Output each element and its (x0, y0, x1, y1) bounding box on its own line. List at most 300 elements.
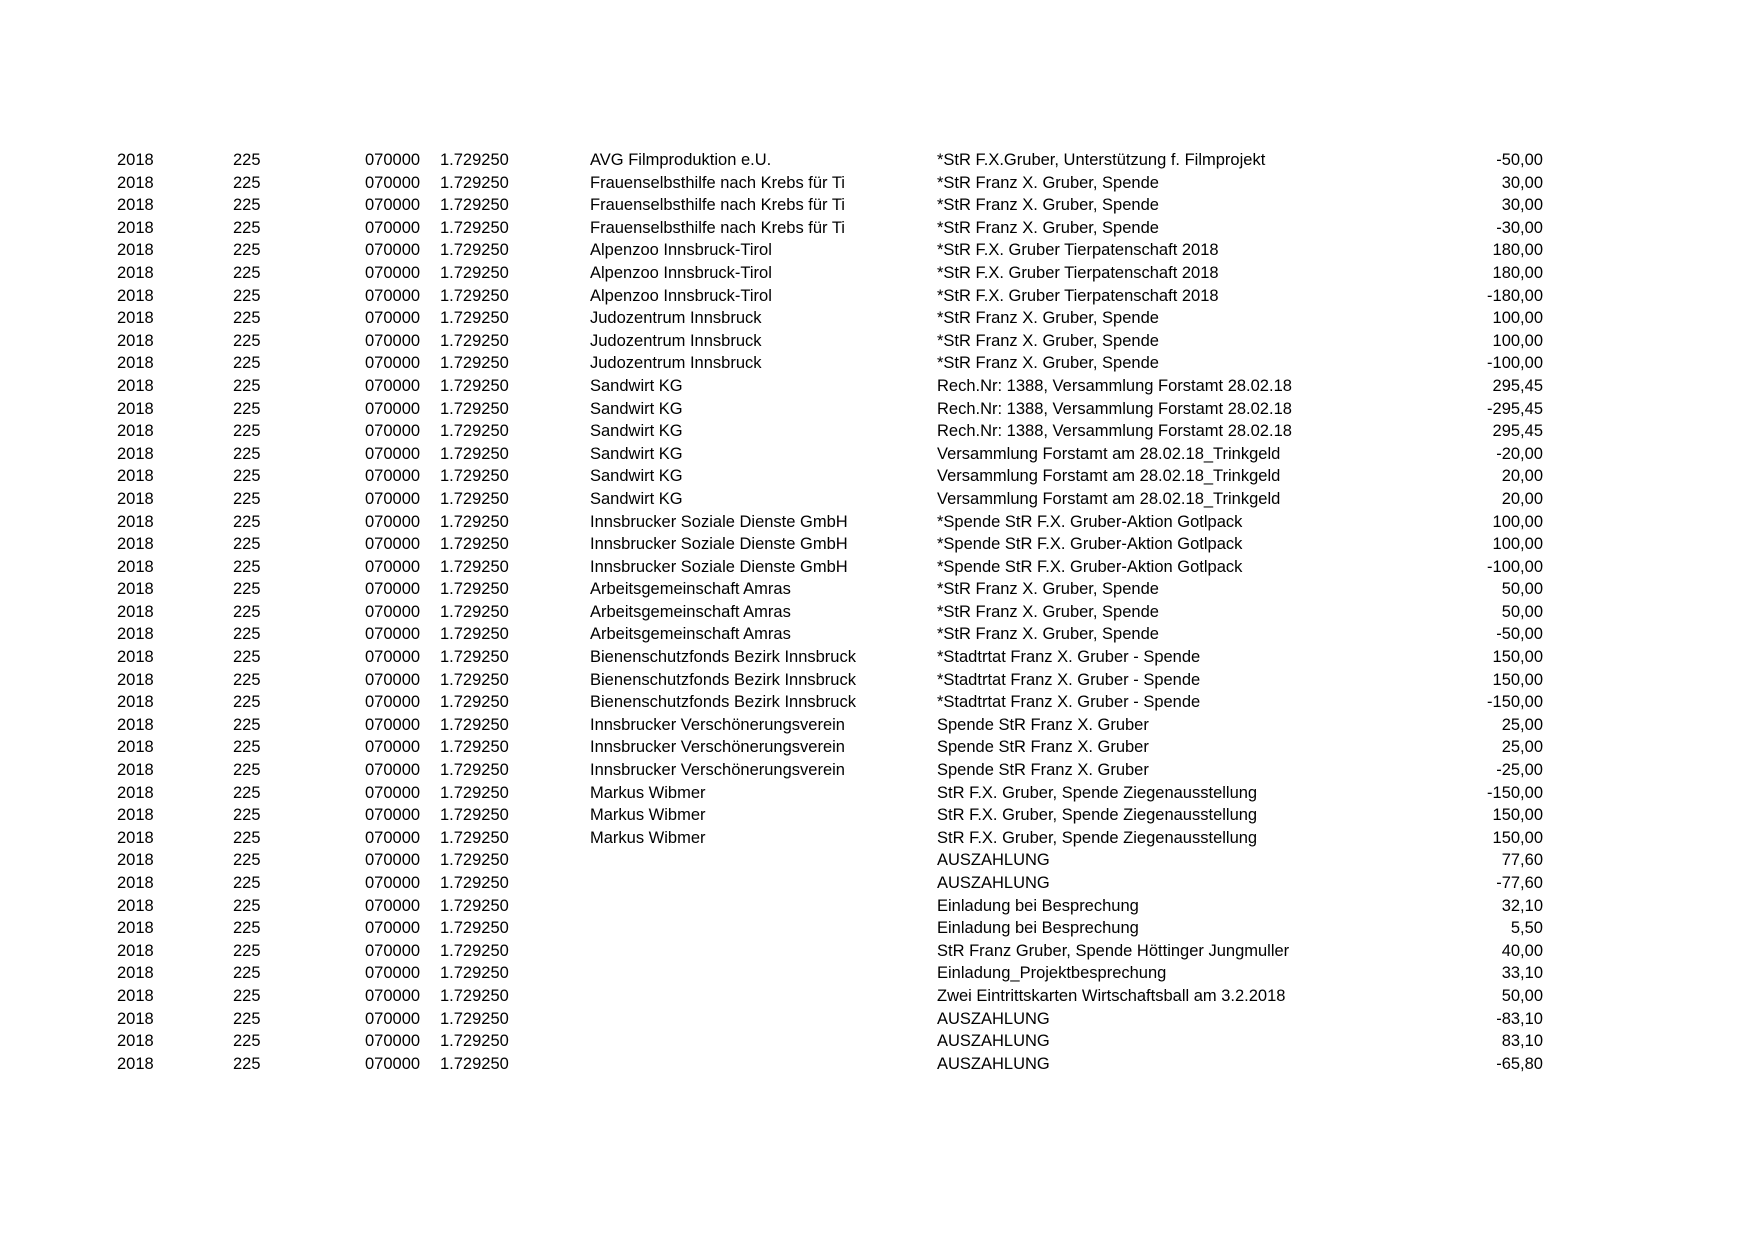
booking-text-cell: *Stadtrtat Franz X. Gruber - Spende (937, 648, 1201, 667)
code-cell: 225 (233, 535, 261, 554)
year-cell: 2018 (117, 512, 154, 531)
code-cell: 225 (233, 512, 261, 531)
code-cell: 225 (233, 151, 261, 169)
number-cell: 1.729250 (440, 286, 509, 305)
table-row (0, 1053, 1754, 1076)
amount-cell: -150,00 (1487, 693, 1543, 712)
recipient-cell: Bienenschutzfonds Bezirk Innsbruck (590, 648, 856, 667)
table-row (0, 646, 1754, 669)
amount-cell: 100,00 (1492, 535, 1543, 554)
table-row (0, 172, 1754, 195)
account-cell: 070000 (365, 263, 421, 282)
code-cell: 225 (233, 693, 261, 712)
number-cell: 1.729250 (440, 896, 509, 915)
recipient-cell: Frauenselbsthilfe nach Krebs für Ti (590, 218, 845, 237)
table-row (0, 194, 1754, 217)
account-cell: 070000 (365, 354, 421, 373)
recipient-cell: Frauenselbsthilfe nach Krebs für Ti (590, 196, 845, 215)
amount-cell: 25,00 (1501, 715, 1543, 734)
year-cell: 2018 (117, 331, 154, 350)
amount-cell: -20,00 (1496, 444, 1543, 463)
number-cell: 1.729250 (440, 941, 509, 960)
amount-cell: -30,00 (1496, 218, 1543, 237)
account-cell: 070000 (365, 173, 421, 192)
amount-cell: 100,00 (1492, 331, 1543, 350)
booking-text-cell: AUSZAHLUNG (937, 874, 1050, 892)
amount-cell: -50,00 (1496, 151, 1543, 169)
account-cell: 070000 (365, 196, 421, 215)
year-cell: 2018 (117, 444, 154, 463)
account-cell: 070000 (365, 535, 421, 554)
code-cell: 225 (233, 1054, 261, 1073)
amount-cell: 50,00 (1501, 602, 1543, 621)
recipient-cell: Alpenzoo Innsbruck-Tirol (590, 286, 772, 305)
year-cell: 2018 (117, 218, 154, 237)
table-row (0, 962, 1754, 985)
code-cell: 225 (233, 761, 261, 780)
recipient-cell: Arbeitsgemeinschaft Amras (590, 580, 791, 599)
amount-cell: 150,00 (1492, 806, 1543, 825)
number-cell: 1.729250 (440, 557, 509, 576)
year-cell: 2018 (117, 761, 154, 780)
year-cell: 2018 (117, 1009, 154, 1028)
year-cell: 2018 (117, 941, 154, 960)
amount-cell: -180,00 (1487, 286, 1543, 305)
amount-cell: -150,00 (1487, 783, 1543, 802)
booking-text-cell: *Stadtrtat Franz X. Gruber - Spende (937, 670, 1201, 689)
booking-text-cell: Rech.Nr: 1388, Versammlung Forstamt 28.02.18 (937, 422, 1292, 441)
code-cell: 225 (233, 602, 261, 621)
account-cell: 070000 (365, 919, 421, 938)
booking-text-cell: AUSZAHLUNG (937, 1009, 1050, 1028)
booking-text-cell: Zwei Eintrittskarten Wirtschaftsball am 3.2.2018 (937, 986, 1286, 1005)
code-cell: 225 (233, 241, 261, 260)
amount-cell: -83,10 (1496, 1009, 1543, 1028)
year-cell: 2018 (117, 580, 154, 599)
booking-text-cell: *StR Franz X. Gruber, Spende (937, 602, 1159, 621)
account-cell: 070000 (365, 1032, 421, 1051)
booking-text-cell: *Spende StR F.X. Gruber-Aktion Gotlpack (937, 535, 1243, 554)
code-cell: 225 (233, 964, 261, 983)
table-row (0, 443, 1754, 466)
code-cell: 225 (233, 874, 261, 892)
booking-text-cell: *StR F.X.Gruber, Unterstützung f. Filmprojekt (937, 151, 1266, 169)
table-row (0, 601, 1754, 624)
code-cell: 225 (233, 196, 261, 215)
code-cell: 225 (233, 670, 261, 689)
table-row (0, 375, 1754, 398)
number-cell: 1.729250 (440, 444, 509, 463)
year-cell: 2018 (117, 1054, 154, 1073)
table-row (0, 217, 1754, 240)
year-cell: 2018 (117, 602, 154, 621)
amount-cell: -50,00 (1496, 625, 1543, 644)
account-cell: 070000 (365, 761, 421, 780)
code-cell: 225 (233, 376, 261, 395)
account-cell: 070000 (365, 602, 421, 621)
table-row (0, 285, 1754, 308)
table-row (0, 985, 1754, 1008)
account-cell: 070000 (365, 738, 421, 757)
account-cell: 070000 (365, 309, 421, 328)
number-cell: 1.729250 (440, 828, 509, 847)
number-cell: 1.729250 (440, 715, 509, 734)
amount-cell: 25,00 (1501, 738, 1543, 757)
year-cell: 2018 (117, 399, 154, 418)
table-row (0, 578, 1754, 601)
year-cell: 2018 (117, 263, 154, 282)
booking-text-cell: Spende StR Franz X. Gruber (937, 738, 1149, 757)
code-cell: 225 (233, 467, 261, 486)
table-row (0, 736, 1754, 759)
amount-cell: 32,10 (1501, 896, 1543, 915)
table-row (0, 488, 1754, 511)
recipient-cell: Alpenzoo Innsbruck-Tirol (590, 263, 772, 282)
year-cell: 2018 (117, 467, 154, 486)
amount-cell: 100,00 (1492, 309, 1543, 328)
account-cell: 070000 (365, 557, 421, 576)
code-cell: 225 (233, 625, 261, 644)
year-cell: 2018 (117, 422, 154, 441)
account-cell: 070000 (365, 648, 421, 667)
account-cell: 070000 (365, 286, 421, 305)
booking-text-cell: Einladung bei Besprechung (937, 896, 1139, 915)
code-cell: 225 (233, 331, 261, 350)
number-cell: 1.729250 (440, 151, 509, 169)
recipient-cell: Sandwirt KG (590, 444, 683, 463)
amount-cell: 20,00 (1501, 489, 1543, 508)
recipient-cell: Innsbrucker Verschönerungsverein (590, 761, 845, 780)
table-row (0, 511, 1754, 534)
year-cell: 2018 (117, 964, 154, 983)
booking-text-cell: *Stadtrtat Franz X. Gruber - Spende (937, 693, 1201, 712)
number-cell: 1.729250 (440, 964, 509, 983)
year-cell: 2018 (117, 309, 154, 328)
code-cell: 225 (233, 444, 261, 463)
number-cell: 1.729250 (440, 625, 509, 644)
booking-text-cell: AUSZAHLUNG (937, 851, 1050, 870)
amount-cell: 30,00 (1501, 173, 1543, 192)
table-row (0, 917, 1754, 940)
recipient-cell: Sandwirt KG (590, 376, 683, 395)
year-cell: 2018 (117, 896, 154, 915)
account-cell: 070000 (365, 218, 421, 237)
booking-text-cell: StR F.X. Gruber, Spende Ziegenausstellung (937, 783, 1258, 802)
year-cell: 2018 (117, 376, 154, 395)
account-cell: 070000 (365, 828, 421, 847)
account-cell: 070000 (365, 399, 421, 418)
table-row (0, 533, 1754, 556)
number-cell: 1.729250 (440, 986, 509, 1005)
amount-cell: -100,00 (1487, 354, 1543, 373)
code-cell: 225 (233, 1009, 261, 1028)
number-cell: 1.729250 (440, 1009, 509, 1028)
table-row (0, 420, 1754, 443)
table-row (0, 759, 1754, 782)
table-row (0, 149, 1754, 172)
number-cell: 1.729250 (440, 535, 509, 554)
number-cell: 1.729250 (440, 648, 509, 667)
year-cell: 2018 (117, 535, 154, 554)
account-cell: 070000 (365, 715, 421, 734)
year-cell: 2018 (117, 1032, 154, 1051)
table-row (0, 691, 1754, 714)
year-cell: 2018 (117, 874, 154, 892)
table-row (0, 239, 1754, 262)
recipient-cell: Bienenschutzfonds Bezirk Innsbruck (590, 693, 856, 712)
year-cell: 2018 (117, 738, 154, 757)
number-cell: 1.729250 (440, 218, 509, 237)
code-cell: 225 (233, 354, 261, 373)
year-cell: 2018 (117, 354, 154, 373)
account-cell: 070000 (365, 331, 421, 350)
amount-cell: -25,00 (1496, 761, 1543, 780)
year-cell: 2018 (117, 693, 154, 712)
number-cell: 1.729250 (440, 580, 509, 599)
number-cell: 1.729250 (440, 331, 509, 350)
account-cell: 070000 (365, 512, 421, 531)
booking-text-cell: StR F.X. Gruber, Spende Ziegenausstellung (937, 828, 1258, 847)
number-cell: 1.729250 (440, 422, 509, 441)
amount-cell: 295,45 (1492, 376, 1543, 395)
booking-text-cell: *StR Franz X. Gruber, Spende (937, 625, 1159, 644)
booking-text-cell: *StR Franz X. Gruber, Spende (937, 580, 1159, 599)
code-cell: 225 (233, 715, 261, 734)
year-cell: 2018 (117, 557, 154, 576)
account-cell: 070000 (365, 941, 421, 960)
amount-cell: 295,45 (1492, 422, 1543, 441)
year-cell: 2018 (117, 286, 154, 305)
amount-cell: -100,00 (1487, 557, 1543, 576)
account-cell: 070000 (365, 241, 421, 260)
number-cell: 1.729250 (440, 1032, 509, 1051)
recipient-cell: Arbeitsgemeinschaft Amras (590, 625, 791, 644)
amount-cell: 150,00 (1492, 670, 1543, 689)
recipient-cell: Sandwirt KG (590, 489, 683, 508)
code-cell: 225 (233, 1032, 261, 1051)
account-cell: 070000 (365, 151, 421, 169)
account-cell: 070000 (365, 422, 421, 441)
booking-text-cell: *StR Franz X. Gruber, Spende (937, 218, 1159, 237)
booking-text-cell: StR Franz Gruber, Spende Höttinger Jungmuller (937, 941, 1290, 960)
amount-cell: 83,10 (1501, 1032, 1543, 1051)
code-cell: 225 (233, 489, 261, 508)
year-cell: 2018 (117, 715, 154, 734)
code-cell: 225 (233, 399, 261, 418)
year-cell: 2018 (117, 828, 154, 847)
recipient-cell: Markus Wibmer (590, 828, 706, 847)
account-cell: 070000 (365, 376, 421, 395)
number-cell: 1.729250 (440, 512, 509, 531)
number-cell: 1.729250 (440, 354, 509, 373)
code-cell: 225 (233, 580, 261, 599)
number-cell: 1.729250 (440, 241, 509, 260)
account-cell: 070000 (365, 693, 421, 712)
number-cell: 1.729250 (440, 761, 509, 780)
recipient-cell: Sandwirt KG (590, 399, 683, 418)
table-row (0, 307, 1754, 330)
code-cell: 225 (233, 806, 261, 825)
recipient-cell: Frauenselbsthilfe nach Krebs für Ti (590, 173, 845, 192)
amount-cell: 50,00 (1501, 580, 1543, 599)
number-cell: 1.729250 (440, 670, 509, 689)
year-cell: 2018 (117, 151, 154, 169)
number-cell: 1.729250 (440, 376, 509, 395)
code-cell: 225 (233, 648, 261, 667)
table-row (0, 465, 1754, 488)
number-cell: 1.729250 (440, 263, 509, 282)
recipient-cell: AVG Filmproduktion e.U. (590, 151, 772, 169)
table-row (0, 669, 1754, 692)
number-cell: 1.729250 (440, 851, 509, 870)
amount-cell: -77,60 (1496, 874, 1543, 892)
booking-text-cell: *StR Franz X. Gruber, Spende (937, 309, 1159, 328)
booking-text-cell: Versammlung Forstamt am 28.02.18_Trinkgeld (937, 489, 1281, 508)
year-cell: 2018 (117, 986, 154, 1005)
number-cell: 1.729250 (440, 489, 509, 508)
year-cell: 2018 (117, 919, 154, 938)
table-row (0, 1030, 1754, 1053)
amount-cell: 180,00 (1492, 263, 1543, 282)
code-cell: 225 (233, 738, 261, 757)
number-cell: 1.729250 (440, 467, 509, 486)
ledger-table (0, 149, 1754, 1075)
code-cell: 225 (233, 422, 261, 441)
booking-text-cell: *StR F.X. Gruber Tierpatenschaft 2018 (937, 263, 1219, 282)
table-row (0, 714, 1754, 737)
account-cell: 070000 (365, 1009, 421, 1028)
amount-cell: 5,50 (1510, 919, 1543, 938)
code-cell: 225 (233, 557, 261, 576)
table-row (0, 895, 1754, 918)
number-cell: 1.729250 (440, 919, 509, 938)
account-cell: 070000 (365, 444, 421, 463)
code-cell: 225 (233, 941, 261, 960)
recipient-cell: Innsbrucker Soziale Dienste GmbH (590, 557, 848, 576)
recipient-cell: Judozentrum Innsbruck (590, 331, 762, 350)
number-cell: 1.729250 (440, 874, 509, 892)
year-cell: 2018 (117, 806, 154, 825)
table-row (0, 398, 1754, 421)
account-cell: 070000 (365, 851, 421, 870)
code-cell: 225 (233, 896, 261, 915)
code-cell: 225 (233, 783, 261, 802)
number-cell: 1.729250 (440, 399, 509, 418)
year-cell: 2018 (117, 648, 154, 667)
year-cell: 2018 (117, 851, 154, 870)
recipient-cell: Alpenzoo Innsbruck-Tirol (590, 241, 772, 260)
booking-text-cell: Einladung_Projektbesprechung (937, 964, 1167, 983)
amount-cell: -65,80 (1496, 1054, 1543, 1073)
number-cell: 1.729250 (440, 309, 509, 328)
account-cell: 070000 (365, 1054, 421, 1073)
table-row (0, 804, 1754, 827)
booking-text-cell: *StR Franz X. Gruber, Spende (937, 173, 1159, 192)
amount-cell: 33,10 (1501, 964, 1543, 983)
code-cell: 225 (233, 173, 261, 192)
amount-cell: -295,45 (1487, 399, 1543, 418)
account-cell: 070000 (365, 964, 421, 983)
booking-text-cell: AUSZAHLUNG (937, 1054, 1050, 1073)
number-cell: 1.729250 (440, 806, 509, 825)
amount-cell: 150,00 (1492, 648, 1543, 667)
account-cell: 070000 (365, 489, 421, 508)
code-cell: 225 (233, 286, 261, 305)
code-cell: 225 (233, 263, 261, 282)
account-cell: 070000 (365, 806, 421, 825)
year-cell: 2018 (117, 489, 154, 508)
amount-cell: 20,00 (1501, 467, 1543, 486)
year-cell: 2018 (117, 783, 154, 802)
booking-text-cell: Spende StR Franz X. Gruber (937, 715, 1149, 734)
year-cell: 2018 (117, 173, 154, 192)
recipient-cell: Judozentrum Innsbruck (590, 354, 762, 373)
code-cell: 225 (233, 309, 261, 328)
booking-text-cell: Einladung bei Besprechung (937, 919, 1139, 938)
booking-text-cell: Versammlung Forstamt am 28.02.18_Trinkgeld (937, 444, 1281, 463)
recipient-cell: Markus Wibmer (590, 806, 706, 825)
amount-cell: 100,00 (1492, 512, 1543, 531)
account-cell: 070000 (365, 986, 421, 1005)
recipient-cell: Judozentrum Innsbruck (590, 309, 762, 328)
recipient-cell: Innsbrucker Soziale Dienste GmbH (590, 512, 848, 531)
account-cell: 070000 (365, 625, 421, 644)
number-cell: 1.729250 (440, 196, 509, 215)
table-row (0, 262, 1754, 285)
amount-cell: 50,00 (1501, 986, 1543, 1005)
number-cell: 1.729250 (440, 738, 509, 757)
year-cell: 2018 (117, 241, 154, 260)
account-cell: 070000 (365, 874, 421, 892)
table-row (0, 872, 1754, 895)
amount-cell: 30,00 (1501, 196, 1543, 215)
table-row (0, 623, 1754, 646)
table-row (0, 352, 1754, 375)
account-cell: 070000 (365, 580, 421, 599)
booking-text-cell: Spende StR Franz X. Gruber (937, 761, 1149, 780)
booking-text-cell: *StR Franz X. Gruber, Spende (937, 196, 1159, 215)
account-cell: 070000 (365, 467, 421, 486)
amount-cell: 180,00 (1492, 241, 1543, 260)
amount-cell: 150,00 (1492, 828, 1543, 847)
recipient-cell: Innsbrucker Soziale Dienste GmbH (590, 535, 848, 554)
table-row (0, 1008, 1754, 1031)
year-cell: 2018 (117, 625, 154, 644)
booking-text-cell: Rech.Nr: 1388, Versammlung Forstamt 28.02.18 (937, 399, 1292, 418)
number-cell: 1.729250 (440, 173, 509, 192)
recipient-cell: Innsbrucker Verschönerungsverein (590, 715, 845, 734)
account-cell: 070000 (365, 896, 421, 915)
booking-text-cell: *StR Franz X. Gruber, Spende (937, 354, 1159, 373)
recipient-cell: Arbeitsgemeinschaft Amras (590, 602, 791, 621)
booking-text-cell: *StR Franz X. Gruber, Spende (937, 331, 1159, 350)
table-row (0, 556, 1754, 579)
account-cell: 070000 (365, 670, 421, 689)
code-cell: 225 (233, 828, 261, 847)
amount-cell: 77,60 (1501, 851, 1543, 870)
table-row (0, 330, 1754, 353)
booking-text-cell: *Spende StR F.X. Gruber-Aktion Gotlpack (937, 512, 1243, 531)
recipient-cell: Innsbrucker Verschönerungsverein (590, 738, 845, 757)
code-cell: 225 (233, 218, 261, 237)
table-row (0, 940, 1754, 963)
account-cell: 070000 (365, 783, 421, 802)
booking-text-cell: *StR F.X. Gruber Tierpatenschaft 2018 (937, 241, 1219, 260)
year-cell: 2018 (117, 196, 154, 215)
table-row (0, 827, 1754, 850)
booking-text-cell: *StR F.X. Gruber Tierpatenschaft 2018 (937, 286, 1219, 305)
code-cell: 225 (233, 919, 261, 938)
